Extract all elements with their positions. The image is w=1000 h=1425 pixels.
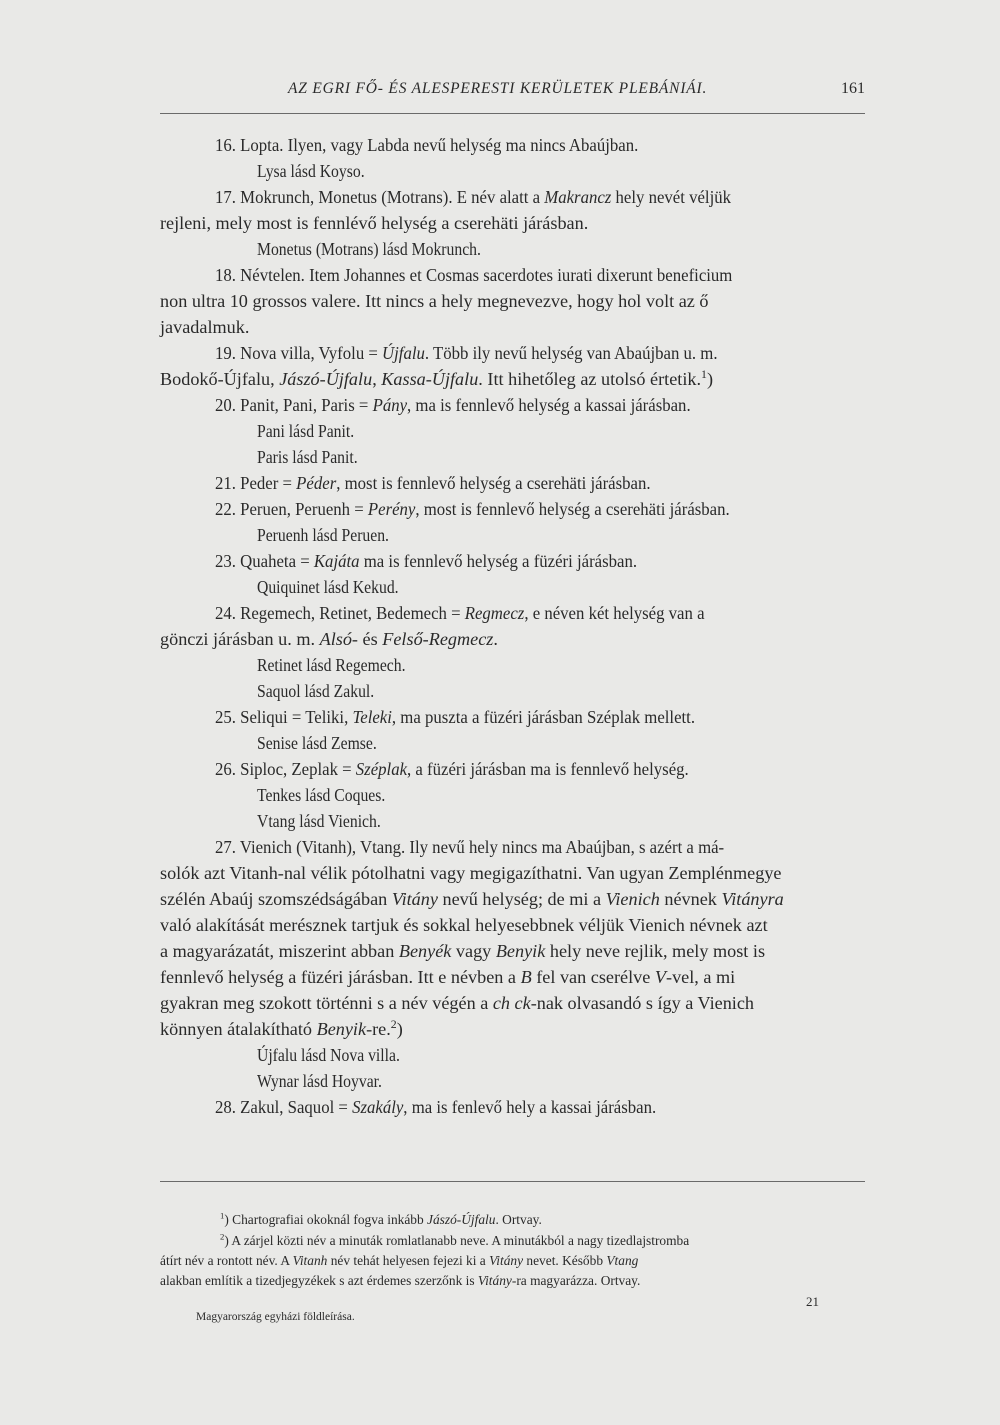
text-line: solók azt Vitanh-nal vélik pótolhatni vagy megigazíthatni. Van ugyan Zemplénmegye xyxy=(160,863,782,883)
text-line: 17. Mokrunch, Monetus (Motrans). E név alatt a Makrancz hely nevét véljük xyxy=(215,187,732,207)
imprint-line: Magyarország egyházi földleírása. xyxy=(196,1311,355,1323)
signature-mark: 21 xyxy=(806,1294,819,1309)
text-line: 21. Peder = Péder, most is fennlevő helység a cserehäti járásban. xyxy=(215,473,651,493)
text-line: 23. Quaheta = Kajáta ma is fennlevő helység a füzéri járásban. xyxy=(215,551,638,571)
text-line: Bodokő-Újfalu, Jászó-Újfalu, Kassa-Újfalu. Itt hihetőleg az utolsó értetik.$^1$) xyxy=(160,366,714,389)
text-line: Tenkes lásd Coques. xyxy=(257,785,386,805)
text-line: a magyarázatát, miszerint abban Benyék vagy Benyik hely neve rejlik, mely most is xyxy=(160,941,766,961)
text-line: könnyen átalakítható Benyik-re.$^2$) xyxy=(160,1016,403,1039)
text-line: Peruenh lásd Peruen. xyxy=(257,525,389,545)
text-line: 28. Zakul, Saquol = Szakály, ma is fenlevő hely a kassai járásban. xyxy=(215,1097,657,1117)
header-rule xyxy=(160,113,865,114)
text-line: Vtang lásd Vienich. xyxy=(257,811,381,831)
text-line: Monetus (Motrans) lásd Mokrunch. xyxy=(257,239,481,259)
text-line: javadalmuk. xyxy=(160,317,250,337)
text-line: 25. Seliqui = Teliki, Teleki, ma puszta a füzéri járásban Széplak mellett. xyxy=(215,707,696,727)
text-line: Pani lásd Panit. xyxy=(257,421,355,441)
footnote-ref: 2 xyxy=(390,1016,397,1031)
footnote-ref: 1 xyxy=(701,366,707,381)
text-line: Senise lásd Zemse. xyxy=(257,733,377,753)
text-line: Saquol lásd Zakul. xyxy=(257,681,375,701)
running-header xyxy=(160,80,865,102)
text-line: 16. Lopta. Ilyen, vagy Labda nevű helység ma nincs Abaújban. xyxy=(215,135,639,155)
text-line: 24. Regemech, Retinet, Bedemech = Regmecz, e néven két helység van a xyxy=(215,603,705,623)
text-line: Retinet lásd Regemech. xyxy=(257,655,406,675)
footnote-rule xyxy=(160,1181,865,1182)
footnote-1: $^1$) Chartografiai okoknál fogva inkább Jászó-Újfalu. Ortvay. xyxy=(220,1210,542,1227)
text-line: szélén Abaúj szomszédságában Vitány nevű helység; de mi a Vienich névnek Vitányra xyxy=(160,889,784,909)
text-line: rejleni, mely most is fennlévő helység a cserehäti járásban. xyxy=(160,213,589,233)
text-line: 26. Siploc, Zeplak = Széplak, a füzéri járásban ma is fennlevő helység. xyxy=(215,759,689,779)
text-line: Quiquinet lásd Kekud. xyxy=(257,577,399,597)
text-line: non ultra 10 grossos valere. Itt nincs a hely megnevezve, hogy hol volt az ő xyxy=(160,291,709,311)
text-line: gyakran meg szokott történni s a név végén a ch ck-nak olvasandó s így a Vienich xyxy=(160,993,755,1013)
text-line: 20. Panit, Pani, Paris = Pány, ma is fennlevő helység a kassai járásban. xyxy=(215,395,691,415)
text-line: való alakítását merésznek tartjuk és sokkal helyesebbnek véljük Vienich névnek azt xyxy=(160,915,768,935)
text-line: Újfalu lásd Nova villa. xyxy=(257,1045,400,1065)
text-line: 27. Vienich (Vitanh), Vtang. Ily nevű hely nincs ma Abaújban, s azért a má- xyxy=(215,837,725,857)
text-line: 22. Peruen, Peruenh = Perény, most is fennlevő helység a cserehäti járásban. xyxy=(215,499,730,519)
page-number: 161 xyxy=(841,80,865,97)
running-title: AZ EGRI FŐ- ÉS ALESPERESTI KERÜLETEK PLEBÁNIÁI. xyxy=(288,80,708,97)
footnote-line: átírt név a rontott név. A Vitanh név tehát helyesen fejezi ki a Vitány nevet. Később Vtang xyxy=(160,1253,639,1268)
text-line: 19. Nova villa, Vyfolu = Újfalu. Több ily nevű helység van Abaújban u. m. xyxy=(215,343,718,363)
footnote-2: $^2$) A zárjel közti név a minuták romlatlanabb neve. A minutákból a nagy tizedlajstromba xyxy=(220,1231,690,1248)
text-line: 18. Névtelen. Item Johannes et Cosmas sacerdotes iurati dixerunt beneficium xyxy=(215,265,733,285)
text-line: Wynar lásd Hoyvar. xyxy=(257,1071,382,1091)
text-line: Paris lásd Panit. xyxy=(257,447,358,467)
footnote-line: alakban említik a tizedjegyzékek s azt érdemes szerzőnk is Vitány-ra magyarázza. Ortvay. xyxy=(160,1273,641,1288)
text-line: Lysa lásd Koyso. xyxy=(257,161,365,181)
text-line: gönczi járásban u. m. Alsó- és Felső-Regmecz. xyxy=(160,629,498,649)
text-line: fennlevő helység a füzéri járásban. Itt e névben a B fel van cserélve V-vel, a mi xyxy=(160,967,736,987)
